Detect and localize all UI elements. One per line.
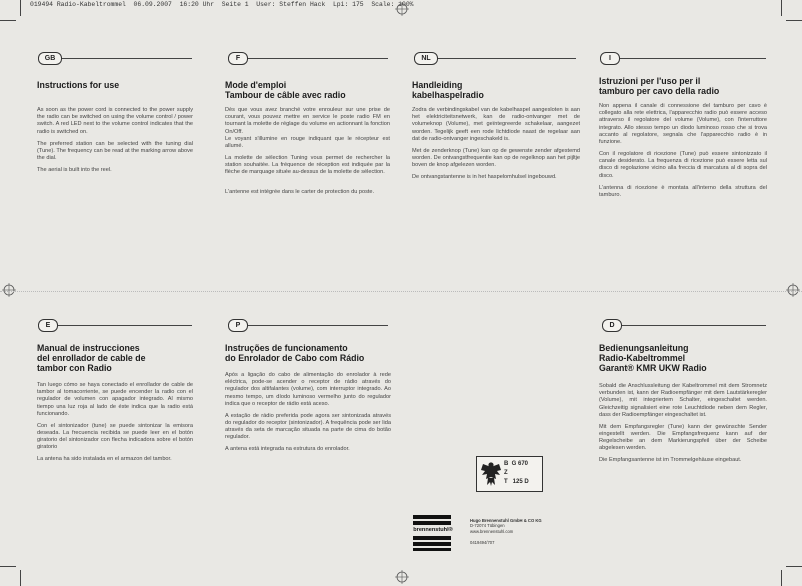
section-title-p: Instruções de funcionamento do Enrolador de Cabo com Rádio — [225, 343, 365, 363]
section-title-d: Bedienungsanleitung Radio-Kabeltrommel Garant® KMR UKW Radio — [599, 343, 707, 373]
eagle-emblem-icon — [480, 460, 502, 488]
section-rule — [600, 58, 766, 59]
print-slug: 019494 Radio-Kabeltrommel 06.09.2007 16:20 Uhr Seite 1 User: Steffen Hack Lpi: 175 Scale: 100% — [30, 1, 414, 8]
paragraph: Con il regolatore di ricezione (Tune) può essere sintonizzato il canale desiderato. La frequenza di ricezione può essere letta sul disco di regolazione vicino alla freccia di marcatura al di sopra del disco. — [599, 151, 767, 179]
paragraph: De ontvangstantenne is in het haspelomhulsel ingebouwd. — [412, 174, 557, 181]
crop-mark — [786, 20, 802, 21]
language-badge-i: I — [600, 52, 620, 65]
registration-mark-icon — [395, 570, 409, 584]
certification-mark — [476, 456, 543, 492]
paragraph: Con el sintonizador (tune) se puede sintonizar la emisora deseada. La frecuencia recibida se puede leer en el botón giratorio del sintonizador con flecha indicadora sobre el botón giratorio — [37, 422, 193, 451]
paragraph: As soon as the power cord is connected to the power supply the radio can be switched on using the volume control / power switch. A red LED next to the volume control indicates that the radio is switched on. — [37, 107, 193, 135]
cert-line-1: B G 670 — [504, 461, 529, 467]
paragraph: A estação de rádio preferida pode agora ser sintonizada através do regulador do receptor (sintonizador). A frequência pode ser lida através da seta de marcação situada na parte de cima do botão regulador. — [225, 412, 391, 441]
paragraph: Mit dem Empfangsregler (Tune) kann der gewünschte Sender eingestellt werden. Die Empfangsfrequenz kann auf der Regelscheibe an dem Markierungspfeil über der Scheibe abgelesen werden. — [599, 423, 767, 452]
company-name: Hugo Brennenstuhl GmbH & CO KG — [470, 518, 542, 523]
section-body-nl — [412, 107, 580, 186]
brennenstuhl-logo — [413, 515, 451, 551]
crop-mark — [0, 566, 16, 567]
paragraph: Após a ligação do cabo de alimentação do enrolador à rede eléctrica, pode-se acender o receptor de rádio através do regulador dos altifalantes (volume), com interruptor integrado. Ao mesmo tempo, um díodo luminoso vermelho junto do regulador indica que o receptor de rádio está aceso. — [225, 372, 391, 407]
registration-mark-icon — [786, 283, 800, 297]
section-rule — [228, 325, 388, 326]
paragraph: The preferred station can be selected with the tuning dial (Tune). The frequency can be read at the marking arrow above the dial. — [37, 140, 193, 162]
section-body-p — [225, 372, 391, 458]
language-badge-nl: NL — [414, 52, 438, 65]
paragraph: L'antenne est intégrée dans le carter de protection du poste. — [225, 188, 375, 195]
crop-mark — [20, 570, 21, 586]
section-title-f: Mode d'emploi Tambour de câble avec radio — [225, 80, 346, 100]
section-title-e: Manual de instrucciones del enrollador de cable de tambor con Radio — [37, 343, 146, 373]
cert-line-2: Z — [504, 470, 508, 476]
cert-line-3: T 125 D — [504, 479, 529, 485]
paragraph: Sobald die Anschlussleitung der Kabeltrommel mit dem Stromnetz verbunden ist, kann der Radioempfänger mit dem Lautstärkeregler (Volume), mit integriertem Schalter, eingeschaltet werden. Gleichzeitig signalisiert eine rote Leuchtdiode neben dem Regler, dass der Radioempfänger eingeschaltet ist. — [599, 383, 767, 418]
paragraph: A antena está integrada na estrutura do enrolador. — [225, 446, 350, 453]
section-body-d — [599, 383, 767, 469]
section-rule — [414, 58, 576, 59]
section-body-gb — [37, 107, 193, 179]
fold-line — [0, 291, 802, 292]
section-title-i: Istruzioni per l'uso per il tamburo per cavo della radio — [599, 76, 720, 96]
paragraph: The aerial is built into the reel. — [37, 167, 112, 174]
paragraph: L'antenna di ricezione è montata all'interno della struttura del tamburo. — [599, 184, 767, 198]
crop-mark — [786, 566, 802, 567]
registration-mark-icon — [2, 283, 16, 297]
crop-mark — [20, 0, 21, 16]
language-badge-p: P — [228, 319, 248, 332]
company-website: www.brennenstuhl.com — [470, 528, 514, 534]
language-badge-f: F — [228, 52, 248, 65]
company-address-block — [470, 518, 542, 546]
section-rule — [602, 325, 766, 326]
company-address: D-72074 Tübingen — [470, 523, 505, 529]
section-rule — [38, 325, 192, 326]
paragraph: La antena ha sido instalada en el armazon del tambor. — [37, 456, 172, 463]
section-body-f — [225, 107, 390, 201]
paragraph: Met de zenderknop (Tune) kan op de gewenste zender afgestemd worden. De ontvangstfrequentie kan op de regelknop aan het pijltje boven de knop afgelezen worden. — [412, 147, 580, 169]
paragraph: La molette de sélection Tuning vous permet de rechercher la station souhaitée. La fréquence de réception est indiquée par la flèche de marquage située au-dessus de la molette de sélection. — [225, 155, 390, 176]
section-rule — [228, 58, 388, 59]
section-title-gb: Instructions for use — [37, 80, 120, 90]
section-body-e — [37, 382, 193, 468]
section-title-nl: Handleiding kabelhaspelradio — [412, 80, 484, 100]
paragraph: Zodra de verbindingskabel van de kabelhaspel aangesloten is aan het elektriciteitsnetwerk, kan de radio-ontvanger met de volumeknop (Volume), met geïntegreerde schakelaar, aangezet worden. Tegelijk geeft een rode lichtdiode naast de regelaar aan dat de radio-ontvanger ingeschakeld is. — [412, 107, 580, 142]
crop-mark — [781, 570, 782, 586]
registration-mark-icon — [395, 2, 409, 16]
paragraph: Dès que vous avez branché votre enrouleur sur une prise de courant, vous pouvez mettre en service le poste radio FM en tournant la molette de réglage du volume en actionnant la fonction On/Off. Le voyant s'illumine en rouge indiquant que le récepteur est allumé. — [225, 107, 390, 150]
crop-mark — [781, 0, 782, 16]
paragraph: Die Empfangsantenne ist im Trommelgehäuse eingebaut. — [599, 457, 742, 464]
document-number: 0419494/707 — [470, 540, 495, 546]
section-body-i — [599, 103, 767, 204]
language-badge-d: D — [602, 319, 622, 332]
language-badge-gb: GB — [38, 52, 62, 65]
paragraph: Non appena il canale di connessione del tamburo per cavo è collegato alla rete elettrica, l'apparecchio radio può essere acceso attraverso il regolatore del volume (Volume), con l'interruttore integrato. Allo stesso tempo un diodo luminoso rosso che si trova accanto al regolatore, segnala che l'apparecchio radio è in funzione. — [599, 103, 767, 146]
crop-mark — [0, 20, 16, 21]
paragraph: Tan luego cómo se haya conectado el enrollador de cable de tambor al tomacorriente, se puede encender la radio con el regulador de volumen con apagador integrado. Al mismo tiempo una luz roja al lado de éste indica que la radio está funcionando. — [37, 382, 193, 417]
language-badge-e: E — [38, 319, 58, 332]
logo-text: brennenstuhl® — [413, 527, 453, 533]
